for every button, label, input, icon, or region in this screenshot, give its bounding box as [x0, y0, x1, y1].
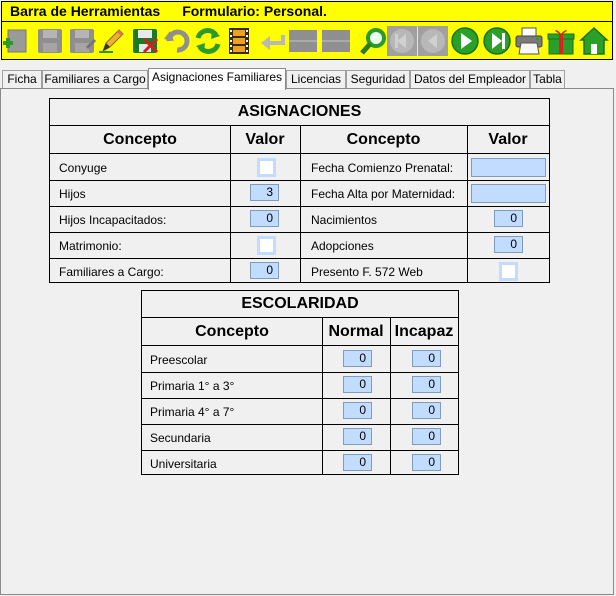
film-button[interactable]	[222, 24, 256, 58]
hijos-incapacitados-field[interactable]: 0	[250, 210, 279, 227]
disabled-slot-2[interactable]	[319, 24, 353, 58]
label-matrimonio: Matrimonio:	[59, 239, 122, 253]
col-valor-right: Valor	[467, 126, 549, 154]
tab-asignaciones-familiares[interactable]: Asignaciones Familiares	[148, 68, 286, 90]
adopciones-field[interactable]: 0	[494, 236, 523, 253]
disabled-slot-1-icon	[288, 26, 318, 56]
undo-button[interactable]	[160, 24, 194, 58]
label-familiares-a-cargo: Familiares a Cargo:	[59, 265, 164, 279]
disabled-slot-1[interactable]	[286, 24, 320, 58]
primaria-1-3-normal-field[interactable]: 0	[343, 376, 372, 393]
primaria-4-7-normal-field[interactable]: 0	[343, 402, 372, 419]
new-record-button[interactable]	[0, 24, 34, 58]
first-record-icon	[387, 26, 417, 56]
back-button[interactable]	[256, 24, 290, 58]
secundaria-incapaz-field[interactable]: 0	[412, 428, 441, 445]
label-conyuge: Conyuge	[59, 161, 108, 175]
toolbar-title-bar	[2, 2, 612, 22]
last-record-button[interactable]	[480, 24, 514, 58]
tab-strip	[0, 68, 616, 89]
label-secundaria: Secundaria	[150, 431, 211, 445]
first-record-button[interactable]	[385, 24, 419, 58]
label-presento-f572-web: Presento F. 572 Web	[311, 265, 423, 279]
film-icon	[224, 26, 254, 56]
secundaria-normal-field[interactable]: 0	[343, 428, 372, 445]
conyuge-checkbox[interactable]	[257, 158, 276, 177]
gift-icon	[546, 26, 576, 56]
save-as-button[interactable]	[65, 24, 99, 58]
tab-familiares-a-cargo[interactable]: Familiares a Cargo	[42, 70, 148, 89]
primaria-1-3-incapaz-field[interactable]: 0	[412, 376, 441, 393]
fecha-comienzo-prenatal-field[interactable]	[471, 158, 546, 177]
printer-icon	[514, 26, 544, 56]
col-concepto: Concepto	[142, 318, 322, 346]
label-universitaria: Universitaria	[150, 457, 217, 471]
delete-save-button[interactable]	[128, 24, 162, 58]
tab-datos-del-empleador[interactable]: Datos del Empleador	[410, 70, 530, 89]
col-concepto-left: Concepto	[50, 126, 230, 154]
tab-ficha[interactable]: Ficha	[2, 70, 42, 89]
toolbar-title: Barra de Herramientas	[10, 3, 161, 19]
previous-record-icon	[418, 26, 448, 56]
last-record-icon	[482, 26, 512, 56]
print-button[interactable]	[512, 24, 546, 58]
save-as-icon	[67, 26, 97, 56]
previous-record-button[interactable]	[416, 24, 450, 58]
asignaciones-table	[49, 98, 550, 283]
home-button[interactable]	[577, 24, 611, 58]
edit-pencil-icon	[97, 26, 127, 56]
label-hijos: Hijos	[59, 187, 86, 201]
label-hijos-incapacitados: Hijos Incapacitados:	[59, 213, 167, 227]
refresh-button[interactable]	[191, 24, 225, 58]
col-valor-left: Valor	[230, 126, 300, 154]
label-nacimientos: Nacimientos	[311, 213, 378, 227]
label-adopciones: Adopciones	[311, 239, 374, 253]
tab-licencias[interactable]: Licencias	[286, 70, 346, 89]
delete-save-icon	[130, 26, 160, 56]
undo-icon	[162, 26, 192, 56]
label-fecha-comienzo-prenatal: Fecha Comienzo Prenatal:	[311, 161, 454, 175]
new-record-icon	[2, 26, 32, 56]
next-record-button[interactable]	[448, 24, 482, 58]
familiares-a-cargo-field[interactable]: 0	[250, 262, 279, 279]
save-button[interactable]	[33, 24, 67, 58]
nacimientos-field[interactable]: 0	[494, 210, 523, 227]
home-icon	[579, 26, 609, 56]
save-icon	[35, 26, 65, 56]
fecha-alta-maternidad-field[interactable]	[471, 184, 546, 203]
next-record-icon	[450, 26, 480, 56]
label-fecha-alta-maternidad: Fecha Alta por Maternidad:	[311, 187, 456, 201]
col-normal: Normal	[322, 318, 390, 346]
preescolar-incapaz-field[interactable]: 0	[412, 350, 441, 367]
presento-f572-web-checkbox[interactable]	[499, 262, 518, 281]
tab-panel	[0, 88, 614, 595]
back-arrow-icon	[258, 26, 288, 56]
col-incapaz: Incapaz	[390, 318, 458, 346]
hijos-field[interactable]: 3	[250, 184, 279, 201]
form-label: Formulario: Personal.	[182, 3, 327, 19]
tab-seguridad[interactable]: Seguridad	[346, 70, 410, 89]
escolaridad-title: ESCOLARIDAD	[142, 291, 458, 318]
universitaria-normal-field[interactable]: 0	[343, 454, 372, 471]
col-concepto-right: Concepto	[300, 126, 467, 154]
primaria-4-7-incapaz-field[interactable]: 0	[412, 402, 441, 419]
label-preescolar: Preescolar	[150, 353, 208, 367]
refresh-icon	[193, 26, 223, 56]
universitaria-incapaz-field[interactable]: 0	[412, 454, 441, 471]
label-primaria-4-7: Primaria 4° a 7°	[150, 405, 235, 419]
matrimonio-checkbox[interactable]	[257, 236, 276, 255]
escolaridad-table	[141, 290, 459, 475]
disabled-slot-2-icon	[321, 26, 351, 56]
label-primaria-1-3: Primaria 1° a 3°	[150, 379, 235, 393]
toolbar-icons	[2, 23, 612, 60]
toolbar	[1, 1, 613, 60]
preescolar-normal-field[interactable]: 0	[343, 350, 372, 367]
asignaciones-title: ASIGNACIONES	[50, 99, 549, 126]
tab-tabla[interactable]: Tabla	[530, 70, 565, 89]
edit-button[interactable]	[95, 24, 129, 58]
gift-button[interactable]	[544, 24, 578, 58]
